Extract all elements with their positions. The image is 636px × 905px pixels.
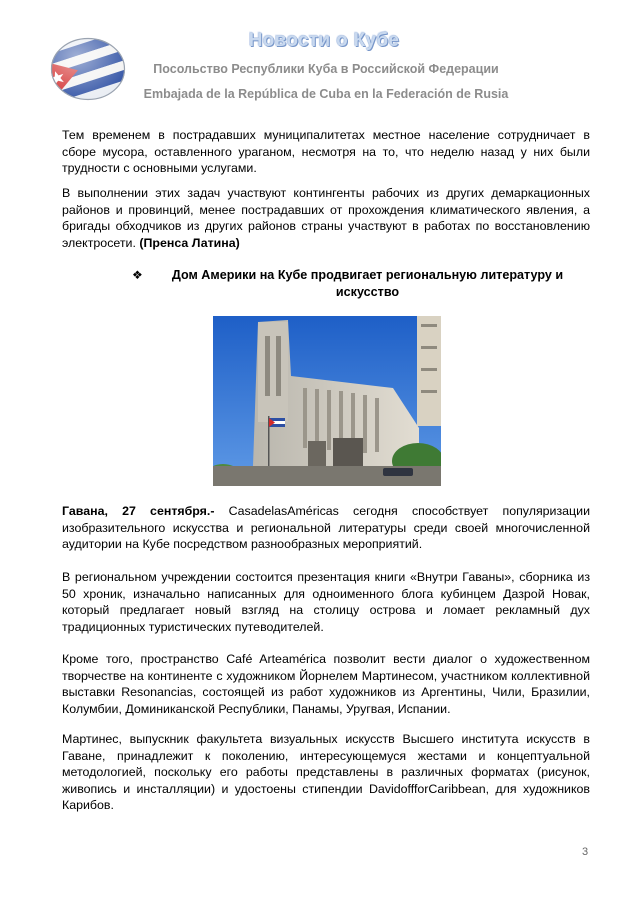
source-tag: (Пренса Латина) — [139, 235, 240, 250]
article-paragraph-3: Кроме того, пространство Café Arteamérica позволит вести диалог о художественном творчестве на континенте с художником Йорнелем Мартинесом, участником коллективной выставки Resonancias, состоящей из работ художников из Аргентины, Чили, Бразилии, Колумбии, Доминиканской Республики, Панамы, Уругвая, Испании. — [62, 652, 590, 716]
article-paragraph-4: Мартинес, выпускник факультета визуальных искусств Высшего института искусств в Гаване, принадлежит к поколению, интересующемуся жестами и концептуальной методологией, поскольку его работы представлены в различных форматах (рисунок, живопись и инсталляции) и удостоены стипендии DavidoffforCaribbean, для художников Карибов. — [62, 732, 590, 813]
paragraph-work-brigades-text: В выполнении этих задач участвуют контингенты рабочих из других демаркационных районов и провинций, менее пострадавших от прохождения климатического явления, а бригады обходчиков из других районов страны участвуют в работах по восстановлению электросети. — [62, 186, 590, 250]
article-paragraph-2: В региональном учреждении состоится презентация книги «Внутри Гаваны», сборника из 50 хроник, изначально написанных для одноименного блога кубинцем Дазрой Новак, который предлагает новый взгляд на столицу острова и ломает рекламный дух традиционных туристических путеводителей. — [62, 570, 590, 634]
diamond-bullet-icon: ❖ — [132, 268, 143, 282]
page-number: 3 — [582, 846, 589, 858]
paragraph-work-brigades — [62, 185, 590, 251]
paragraph-garbage-collection: Тем временем в пострадавших муниципалитетах местное население сотрудничает в сборе мусора, оставленного ураганом, несмотря на то, что неделю назад у них были трудности с основными услугами. — [62, 128, 590, 176]
casa-de-las-americas-building-photo — [213, 316, 441, 486]
newsletter-title: Новости о Кубе — [248, 30, 400, 51]
article-paragraph-1 — [62, 503, 590, 553]
article-paragraph-1-text: CasadelasAméricas сегодня способствует популяризации изобразительного искусства и региональной литературы среди своей многочисленной аудитории на Кубе посредством разнообразных мероприятий. — [62, 504, 590, 552]
embassy-name-es: Embajada de la República de Cuba en la Federación de Rusia — [143, 87, 509, 101]
dateline: Гавана, 27 сентября.- — [62, 504, 215, 518]
embassy-name-ru: Посольство Республики Куба в Российской Федерации — [153, 62, 499, 76]
section-heading: Дом Америки на Кубе продвигает региональную литературу и искусство — [171, 268, 564, 299]
